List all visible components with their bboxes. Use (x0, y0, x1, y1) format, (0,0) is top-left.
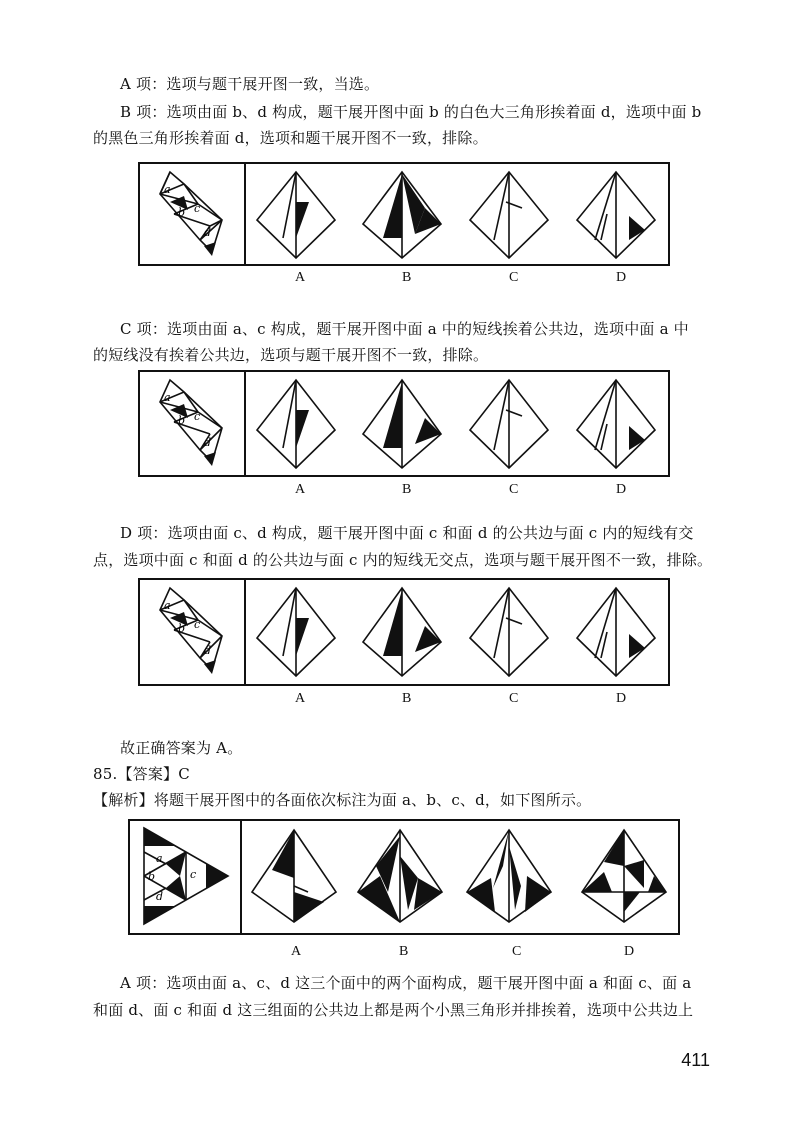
paragraph-1-line-3: 的黑色三角形挨着面 d，选项和题干展开图不一致，排除。 (93, 129, 488, 147)
figure-2-option-a (253, 376, 339, 472)
figure-1-label-c: C (509, 270, 519, 285)
figure-4-net (136, 824, 236, 930)
figure-1-option-a (253, 168, 339, 262)
figure-1-label-a: A (295, 270, 306, 285)
conclusion-text: 故正确答案为 A。 (120, 739, 243, 757)
face-c-label: c (194, 410, 201, 423)
figure-2-option-d (573, 376, 659, 472)
face-b-label: b (178, 622, 186, 635)
face-a-label: a (164, 599, 171, 612)
figure-4-option-c (463, 826, 555, 930)
paragraph-4-line-1: A 项：选项由面 a、c、d 这三个面中的两个面构成，题干展开图中面 a 和面 c、面 a (120, 974, 692, 992)
figure-4-divider (240, 821, 242, 933)
figure-3-label-a: A (295, 691, 306, 706)
paragraph-1-line-1: A 项：选项与题干展开图一致，当选。 (120, 75, 380, 93)
figure-3-label-d: D (616, 691, 627, 706)
figure-2-label-b: B (402, 482, 412, 497)
answer-line: 85.【答案】C (93, 765, 190, 783)
figure-4-label-c: C (512, 944, 522, 959)
figure-4-option-d (578, 826, 670, 930)
figure-2-label-d: D (616, 482, 627, 497)
face-d-label: d (204, 226, 212, 239)
figure-3-option-a (253, 584, 339, 680)
figure-3-label-c: C (509, 691, 519, 706)
figure-2-divider (244, 372, 246, 475)
figure-4-label-a: A (291, 944, 302, 959)
face-a-label: a (164, 183, 171, 196)
figure-3-divider (244, 580, 246, 684)
face-d-label: d (156, 890, 164, 903)
figure-4-option-a (248, 826, 340, 930)
paragraph-4-line-2: 和面 d、面 c 和面 d 这三组面的公共边上都是两个小黑三角形并排挨着，选项中公共边上 (93, 1001, 694, 1019)
face-b-label: b (178, 414, 186, 427)
figure-1-divider (244, 164, 246, 264)
face-d-label: d (204, 644, 212, 657)
figure-3-net (150, 582, 234, 680)
face-c-label: c (194, 618, 201, 631)
paragraph-2-line-2: 的短线没有挨着公共边，选项与题干展开图不一致，排除。 (93, 346, 489, 364)
figure-1-net (150, 166, 234, 262)
paragraph-2-line-1: C 项：选项由面 a、c 构成，题干展开图中面 a 中的短线挨着公共边，选项中面 a 中 (120, 320, 689, 338)
figure-4-option-b (354, 826, 446, 930)
figure-4-label-b: B (399, 944, 409, 959)
figure-2-option-b (359, 376, 445, 472)
figure-3-option-b (359, 584, 445, 680)
figure-1-option-c (466, 168, 552, 262)
figure-4-label-d: D (624, 944, 635, 959)
face-c-label: c (194, 202, 201, 215)
figure-2-label-c: C (509, 482, 519, 497)
figure-2-option-c (466, 376, 552, 472)
figure-1-label-d: D (616, 270, 627, 285)
face-a-label: a (164, 391, 171, 404)
figure-2-net (150, 374, 234, 472)
figure-1-option-d (573, 168, 659, 262)
figure-1-option-b (359, 168, 445, 262)
paragraph-1-line-2: B 项：选项由面 b、d 构成，题干展开图中面 b 的白色大三角形挨着面 d，选项中面 b (120, 103, 702, 121)
face-a-label: a (156, 852, 163, 865)
face-b-label: b (178, 206, 186, 219)
face-c-label: c (190, 868, 197, 881)
figure-2-label-a: A (295, 482, 306, 497)
page-number: 411 (681, 1050, 710, 1070)
figure-3-option-c (466, 584, 552, 680)
figure-3-option-d (573, 584, 659, 680)
paragraph-3-line-1: D 项：选项由面 c、d 构成，题干展开图中面 c 和面 d 的公共边与面 c 内的短线有交 (120, 524, 694, 542)
face-b-label: b (148, 870, 156, 883)
paragraph-3-line-2: 点，选项中面 c 和面 d 的公共边与面 c 内的短线无交点，选项与题干展开图不一致，排除。 (93, 551, 713, 569)
figure-1-label-b: B (402, 270, 412, 285)
analysis-line: 【解析】将题干展开图中的各面依次标注为面 a、b、c、d，如下图所示。 (93, 791, 592, 809)
figure-3-label-b: B (402, 691, 412, 706)
face-d-label: d (204, 436, 212, 449)
